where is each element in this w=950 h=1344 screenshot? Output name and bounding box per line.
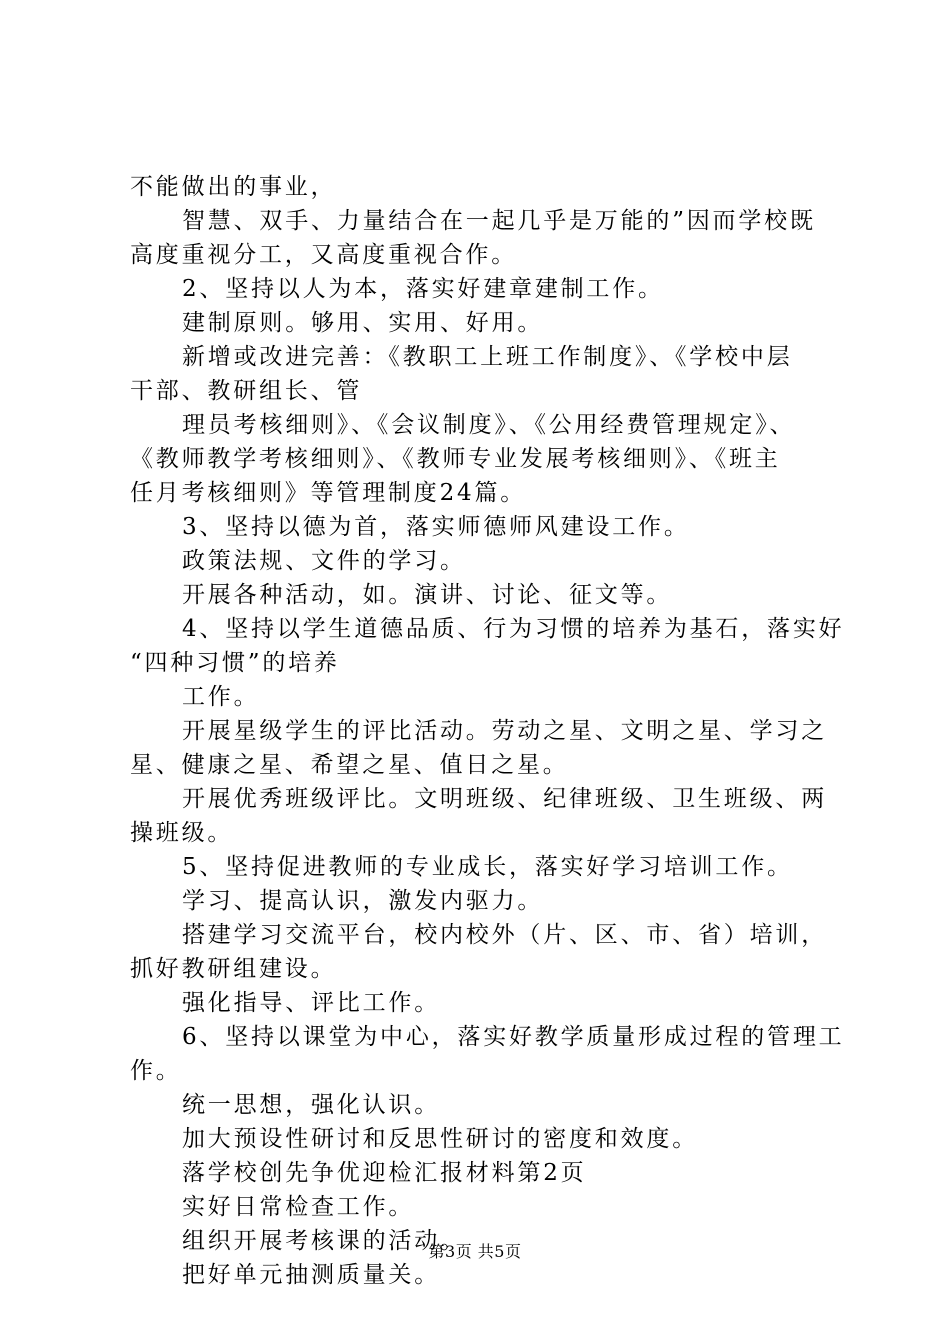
text-line: 实好日常检查工作。 xyxy=(182,1194,415,1220)
text-line: 开展星级学生的评比活动。劳动之星、文明之星、学习之 xyxy=(182,718,827,744)
text-line: 智慧、双手、力量结合在一起几乎是万能的”因而学校既 xyxy=(182,208,816,234)
text-line: 强化指导、评比工作。 xyxy=(182,990,440,1016)
text-line: 任月考核细则》等管理制度24篇。 xyxy=(130,480,527,506)
text-line: 政策法规、文件的学习。 xyxy=(182,548,466,574)
text-line: 统一思想，强化认识。 xyxy=(182,1092,440,1118)
section-heading-5: 5、坚持促进教师的专业成长，落实好学习培训工作。 xyxy=(182,854,793,880)
text-line: “四种习惯”的培养 xyxy=(130,650,340,676)
text-line: 新增或改进完善：《教职工上班工作制度》、《学校中层 xyxy=(182,344,793,370)
section-heading-4: 4、坚持以学生道德品质、行为习惯的培养为基石，落实好 xyxy=(182,616,845,642)
text-line: 不能做出的事业， xyxy=(130,174,337,200)
text-line: 建制原则。够用、实用、好用。 xyxy=(182,310,544,336)
text-line: 加大预设性研讨和反思性研讨的密度和效度。 xyxy=(182,1126,698,1152)
text-line: 操班级。 xyxy=(130,820,234,846)
section-heading-3: 3、坚持以德为首，落实师德师风建设工作。 xyxy=(182,514,690,540)
text-line: 组织开展考核课的活动。 xyxy=(182,1228,466,1254)
text-line: 干部、教研组长、管 xyxy=(130,378,363,404)
section-heading-6: 6、坚持以课堂为中心，落实好教学质量形成过程的管理工 xyxy=(182,1024,845,1050)
text-line: 星、健康之星、希望之星、值日之星。 xyxy=(130,752,569,778)
text-line: 《教师教学考核细则》、《教师专业发展考核细则》、《班主 xyxy=(130,446,781,472)
text-line: 工作。 xyxy=(182,684,260,710)
text-line: 开展优秀班级评比。文明班级、纪律班级、卫生班级、两 xyxy=(182,786,827,812)
page-footer: 第3页 共5页 xyxy=(428,1242,522,1261)
text-line: 落学校创先争优迎检汇报材料第2页 xyxy=(182,1160,587,1186)
text-line: 开展各种活动，如。演讲、讨论、征文等。 xyxy=(182,582,673,608)
text-line: 学习、提高认识，激发内驱力。 xyxy=(182,888,544,914)
document-body xyxy=(130,170,845,1292)
text-line: 把好单元抽测质量关。 xyxy=(182,1262,440,1288)
text-line: 作。 xyxy=(130,1058,182,1084)
text-line: 抓好教研组建设。 xyxy=(130,956,337,982)
section-heading-2: 2、坚持以人为本，落实好建章建制工作。 xyxy=(182,276,664,302)
text-line: 理员考核细则》、《会议制度》、《公用经费管理规定》、 xyxy=(182,412,796,438)
text-line: 搭建学习交流平台，校内校外（片、区、市、省）培训， xyxy=(182,922,827,948)
text-line: 高度重视分工，又高度重视合作。 xyxy=(130,242,517,268)
